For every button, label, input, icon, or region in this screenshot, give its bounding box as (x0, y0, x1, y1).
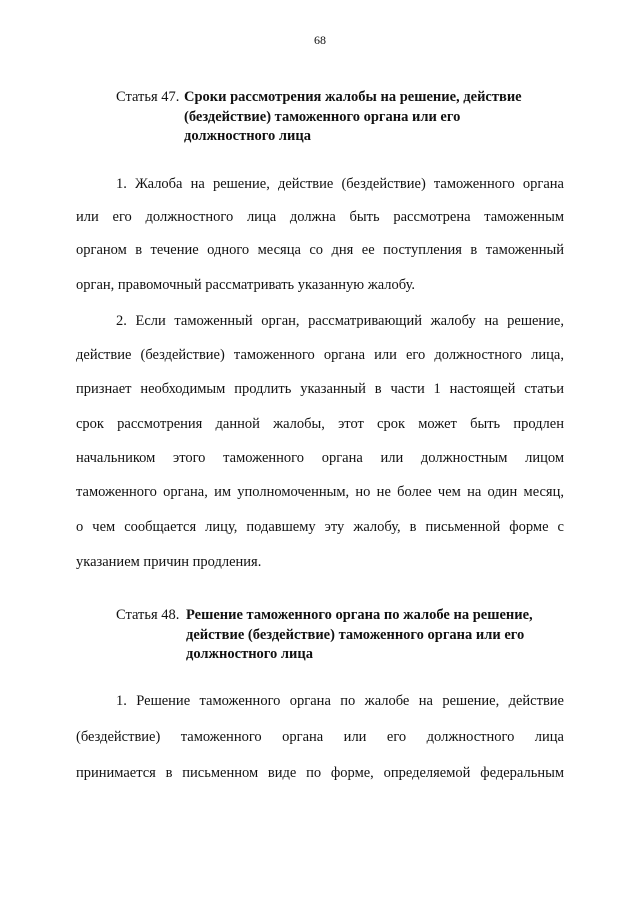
paragraph-line: срок рассмотрения данной жалобы, этот срок может быть продлен (76, 416, 564, 432)
article-48-title (116, 606, 576, 665)
article-47-title-line: должностного лица (184, 128, 312, 144)
paragraph-line: или его должностного лица должна быть рассмотрена таможенным (76, 209, 564, 225)
article-48-label: Статья 48. (116, 607, 180, 623)
page-number: 68 (314, 33, 326, 47)
paragraph-line: действие (бездействие) таможенного органа или его должностного лица, (76, 347, 564, 363)
paragraph-line: орган, правомочный рассматривать указанную жалобу. (76, 277, 416, 293)
paragraph-line: 1. Жалоба на решение, действие (бездействие) таможенного органа (116, 176, 564, 192)
paragraph-line: признает необходимым продлить указанный в части 1 настоящей статьи (76, 381, 564, 397)
paragraph-line: принимается в письменном виде по форме, определяемой федеральным (76, 765, 564, 781)
paragraph-line: органом в течение одного месяца со дня ее поступления в таможенный (76, 242, 564, 258)
article-47-label: Статья 47. (116, 89, 180, 105)
article-47-heading (116, 88, 576, 147)
paragraph-line: начальником этого таможенного органа или должностным лицом (76, 450, 564, 466)
paragraph-line: 2. Если таможенный орган, рассматривающий жалобу на решение, (116, 313, 564, 329)
paragraph-line: (бездействие) таможенного органа или его должностного лица (76, 729, 564, 745)
article-48-title-line: действие (бездействие) таможенного органа или его (186, 626, 525, 643)
paragraph-line: о чем сообщается лицу, подавшему эту жалобу, в письменной форме с (76, 519, 564, 535)
paragraph-line: таможенного органа, им уполномоченным, но не более чем на один месяц, (76, 484, 564, 500)
paragraph-line: 1. Решение таможенного органа по жалобе на решение, действие (116, 693, 564, 709)
article-47-title (116, 88, 576, 147)
article-47-title-line: Сроки рассмотрения жалобы на решение, действие (184, 89, 522, 105)
article-48-title-line: Решение таможенного органа по жалобе на решение, (186, 607, 533, 623)
paragraph-line: указанием причин продления. (76, 554, 262, 570)
article-48-title-line: должностного лица (186, 646, 314, 662)
article-47-title-line: (бездействие) таможенного органа или его (184, 108, 461, 125)
article-48-heading (116, 606, 576, 665)
